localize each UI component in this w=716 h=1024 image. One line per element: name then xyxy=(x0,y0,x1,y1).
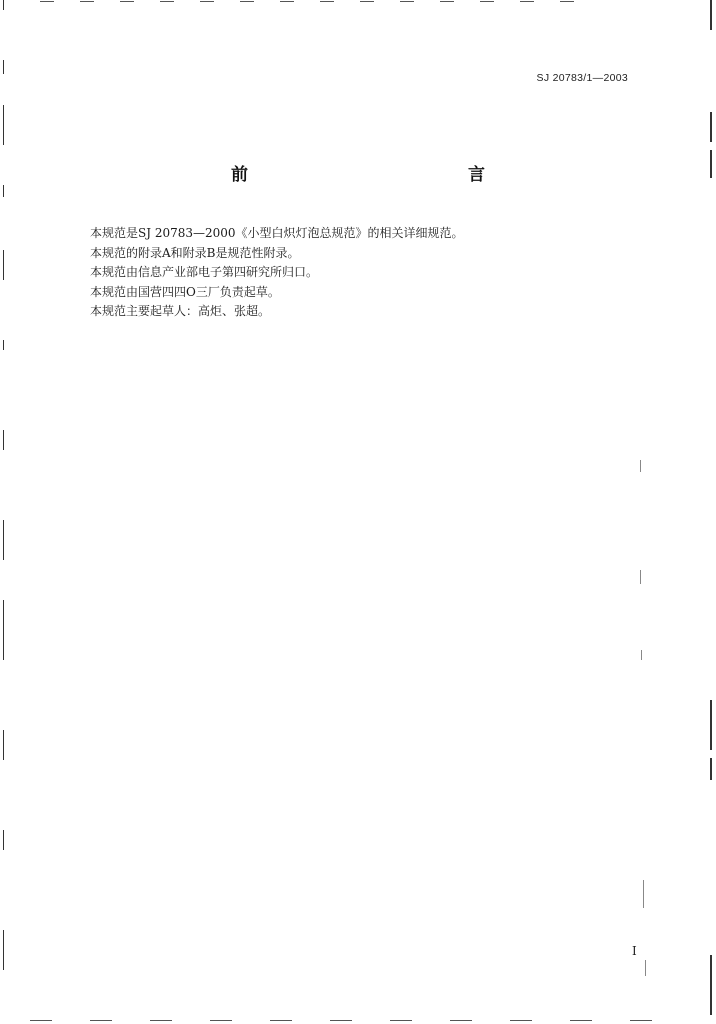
scan-edge-right xyxy=(710,700,712,750)
scan-edge-left xyxy=(3,520,4,560)
scan-edge-left xyxy=(3,600,4,660)
paragraph: 本规范是SJ 20783—2000《小型白炽灯泡总规范》的相关详细规范。 xyxy=(90,226,464,240)
scan-dash-top xyxy=(40,1,600,2)
scan-edge-right xyxy=(710,112,712,142)
scan-edge-left xyxy=(3,0,4,10)
scan-edge-left xyxy=(3,105,4,145)
scan-speck xyxy=(643,880,644,908)
scan-edge-right xyxy=(710,0,712,30)
document-code: SJ 20783/1—2003 xyxy=(536,72,628,84)
scan-edge-right xyxy=(710,758,712,780)
scan-speck xyxy=(640,460,641,472)
page-title: 前 言 xyxy=(231,165,547,185)
scan-edge-right xyxy=(710,955,712,1015)
page-number: I xyxy=(632,944,637,958)
scan-edge-left xyxy=(3,430,4,450)
scan-edge-left xyxy=(3,930,4,970)
paragraph: 本规范的附录A和附录B是规范性附录。 xyxy=(90,245,300,260)
scan-edge-left xyxy=(3,250,4,280)
scan-speck xyxy=(640,570,641,584)
scan-dash-bottom xyxy=(30,1020,670,1021)
paragraph: 本规范由国营四四O三厂负责起草。 xyxy=(90,284,280,299)
scan-edge-left xyxy=(3,830,4,850)
scan-edge-left xyxy=(3,60,4,74)
scan-edge-left xyxy=(3,185,4,197)
preface-body xyxy=(90,224,650,322)
scan-speck xyxy=(641,650,642,660)
scan-edge-left xyxy=(3,730,4,760)
paragraph: 本规范主要起草人：高炬、张超。 xyxy=(90,304,271,318)
paragraph: 本规范由信息产业部电子第四研究所归口。 xyxy=(90,265,319,279)
scan-speck xyxy=(645,960,646,976)
scan-edge-left xyxy=(3,340,4,350)
